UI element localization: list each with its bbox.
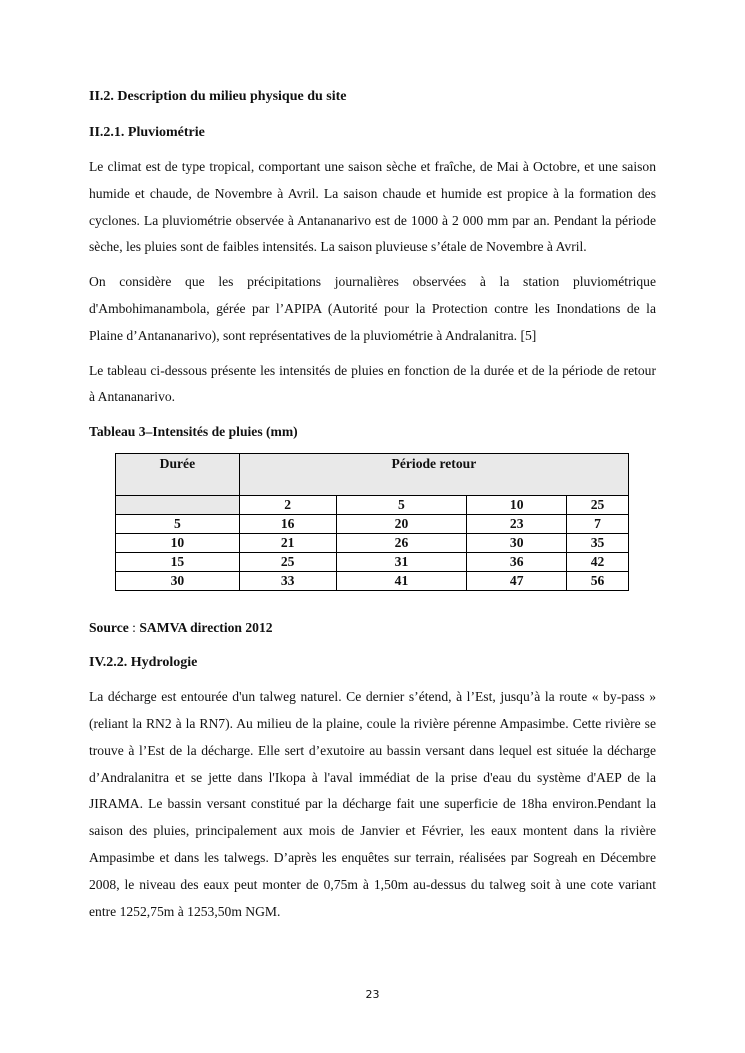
header-duree: Durée — [116, 454, 240, 496]
source-label: Source — [89, 620, 129, 636]
cell-value: 42 — [567, 553, 629, 572]
page-number: 23 — [365, 988, 380, 1001]
source-separator: : — [128, 620, 140, 636]
cell-value: 25 — [239, 553, 336, 572]
subheading-hydrologie: IV.2.2. Hydrologie — [89, 655, 198, 671]
table-source — [89, 617, 656, 639]
header-period: 10 — [467, 496, 567, 515]
table-row — [116, 515, 629, 534]
cell-value: 20 — [336, 515, 467, 534]
cell-value: 35 — [567, 534, 629, 553]
cell-value: 30 — [467, 534, 567, 553]
cell-duree: 5 — [116, 515, 240, 534]
paragraph-table-intro: Le tableau ci-dessous présente les intensités de pluies en fonction de la durée et de la période de retour à Antananarivo. — [89, 362, 656, 405]
cell-value: 47 — [467, 572, 567, 591]
cell-value: 36 — [467, 553, 567, 572]
cell-value: 41 — [336, 572, 467, 591]
table-row — [116, 553, 629, 572]
subheading-pluviometrie: II.2.1. Pluviométrie — [89, 125, 205, 140]
header-period: 2 — [239, 496, 336, 515]
paragraph-precipitation: On considère que les précipitations journalières observées à la station pluviométrique d'Ambohimanambola, gérée par l’APIPA (Autorité pour la Protection contre les Inondations de la Plaine d’Antananarivo), sont représentatives de la pluviométrie à Andralanitra. [5] — [89, 274, 656, 343]
cell-value: 26 — [336, 534, 467, 553]
cell-value: 7 — [567, 515, 629, 534]
header-period: 25 — [567, 496, 629, 515]
source-value: SAMVA direction 2012 — [139, 620, 273, 636]
header-blank-cell — [116, 496, 240, 515]
cell-value: 31 — [336, 553, 467, 572]
table-caption: Tableau 3–Intensités de pluies (mm) — [89, 424, 298, 440]
cell-duree: 10 — [116, 534, 240, 553]
section-heading: II.2. Description du milieu physique du site — [89, 89, 347, 104]
table-row — [116, 534, 629, 553]
cell-duree: 15 — [116, 553, 240, 572]
cell-value: 21 — [239, 534, 336, 553]
page-content — [89, 86, 656, 925]
cell-value: 16 — [239, 515, 336, 534]
cell-value: 23 — [467, 515, 567, 534]
paragraph-hydrology: La décharge est entourée d'un talweg naturel. Ce dernier s’étend, à l’Est, jusqu’à la route « by-pass » (reliant la RN2 à la RN7). Au milieu de la plaine, coule la rivière pérenne Ampasimbe. Cette rivière se trouve à l’Est de la décharge. Elle sert d’exutoire au bassin versant dans lequel est située la décharge d’Andralanitra et se jette dans l'Ikopa à l'aval immédiat de la prise d'eau du système d'AEP de la JIRAMA. Le bassin versant constitué par la décharge fait une superficie de 18ha environ.Pendant la saison des pluies, principalement aux mois de Janvier et Février, les eaux montent dans la rivière Ampasimbe et dans les talwegs. D’après les enquêtes sur terrain, réalisées par Sogreah en Décembre 2008, le niveau des eaux peut monter de 0,75m à 1,50m au-dessus du talweg soit à une cote variant entre 1252,75m à 1253,50m NGM. — [89, 689, 656, 919]
cell-value: 33 — [239, 572, 336, 591]
paragraph-climate: Le climat est de type tropical, comportant une saison sèche et fraîche, de Mai à Octobre, et une saison humide et chaude, de Novembre à Avril. La saison chaude et humide est propice à la formation des cyclones. La pluviométrie observée à Antananarivo est de 1000 à 2 000 mm par an. Pendant la période sèche, les pluies sont de faibles intensités. La saison pluvieuse s’étale de Novembre à Avril. — [89, 159, 656, 255]
cell-value: 56 — [567, 572, 629, 591]
cell-duree: 30 — [116, 572, 240, 591]
header-periode-retour: Période retour — [239, 454, 628, 496]
header-period: 5 — [336, 496, 467, 515]
table-row — [116, 572, 629, 591]
rain-intensity-table — [115, 453, 629, 591]
